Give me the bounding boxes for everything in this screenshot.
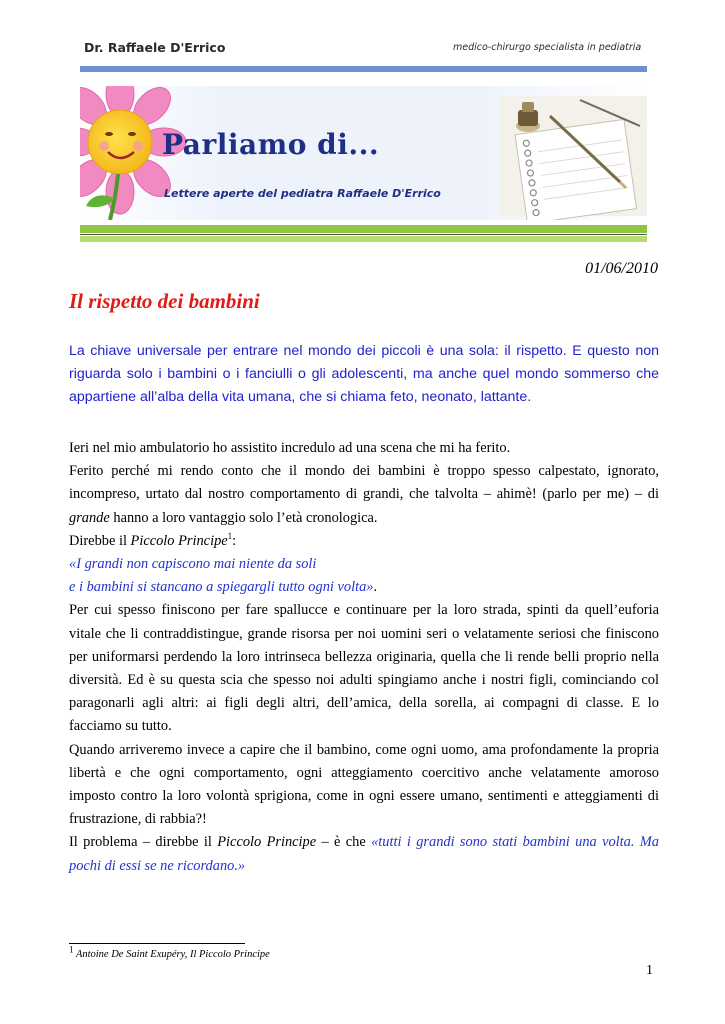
paragraph-line: imposto contro la loro volontà sprigiona, come in ogni essere umano, sentimenti e atteggiamenti di <box>69 788 659 805</box>
paragraph-line <box>69 507 659 530</box>
text-run: Il problema – direbbe il <box>69 834 218 851</box>
text-run: – è che <box>316 834 372 851</box>
paragraph-line: libertà e che ogni comportamento, ogni atteggiamento coercitivo anche velatamente amoroso <box>69 764 659 781</box>
text-run: . <box>373 579 378 596</box>
paragraph-line: frustrazione, di rabbia?! <box>69 811 207 828</box>
notebook-pen-illustration <box>500 96 647 220</box>
banner-green-bar-light <box>80 236 647 242</box>
emphasis: grande <box>69 509 110 526</box>
quote-line: «I grandi non capiscono mai niente da soli <box>69 556 317 573</box>
header-rule <box>80 66 647 72</box>
article-title: Il rispetto dei bambini <box>69 289 260 313</box>
banner-green-bar <box>80 225 647 233</box>
emphasis: Piccolo Principe <box>130 532 228 549</box>
header-author: Dr. Raffaele D'Errico <box>84 40 226 55</box>
paragraph-line: diversità. Ed è su questa scia che spesso noi adulti spingiamo anche i nostri figli, cominciando col <box>69 672 659 689</box>
intro-line: appartiene all’alba della vita umana, che si chiama feto, neonato, lattante. <box>69 389 532 405</box>
paragraph-line: paragonarli agli altri: ai figli degli altri, dell’amica, della sorella, ai compagni di classe. E lo <box>69 695 659 712</box>
page-number: 1 <box>646 963 653 978</box>
banner-title: Parliamo di... <box>162 128 380 161</box>
intro-line: La chiave universale per entrare nel mondo dei piccoli è una sola: il rispetto. E questo non <box>69 343 659 359</box>
text-run: : <box>232 532 237 549</box>
paragraph-line: Ieri nel mio ambulatorio ho assistito incredulo ad una scena che mi ha ferito. <box>69 440 511 456</box>
quote-line: e i bambini si stancano a spiegargli tutto ogni volta» <box>69 579 374 596</box>
text-run: hanno a loro vantaggio solo l’età cronologica. <box>109 509 378 526</box>
footnote-text: Antoine De Saint Exupéry, Il Piccolo Principe <box>75 949 270 960</box>
paragraph-line: per uniformarsi perdendo la loro intrinseca bellezza originaria, quella che li rende belli proprio nella <box>69 648 659 665</box>
paragraph-line: Per cui spesso finiscono per fare spallucce e continuare per la loro strada, spinti da quell’euforia <box>69 602 659 619</box>
paragraph-line: incompreso, urtato dal nostro comportamento di grandi, che talvolta – ahimè! (parlo per me) – di <box>69 486 659 503</box>
paragraph-line: facciamo su tutto. <box>69 718 172 735</box>
footnote-rule <box>69 943 245 944</box>
paragraph-line <box>69 831 659 854</box>
paragraph-line: Quando arriveremo invece a capire che il bambino, come ogni uomo, ama profondamente la propria <box>69 741 659 758</box>
article-body <box>69 437 659 878</box>
footnote-number: 1 <box>69 944 74 955</box>
paragraph-line <box>69 530 659 553</box>
intro-line: riguarda solo i bambini o i fanciulli o gli adolescenti, ma anche quel mondo sommerso che <box>69 366 659 382</box>
paragraph-line: Ferito perché mi rendo conto che il mondo dei bambini è troppo spesso calpestato, ignorato, <box>69 463 659 480</box>
article-intro <box>69 340 659 409</box>
footnote <box>69 944 270 960</box>
emphasis: Piccolo Principe <box>217 834 317 851</box>
paragraph-line: vitale che li contraddistingue, grande risorsa per noi uomini seri o velatamente seriosi che finiscono <box>69 625 659 642</box>
header-specialty: medico-chirurgo specialista in pediatria <box>453 42 642 53</box>
quote-text: «tutti i grandi sono stati bambini una volta. Ma <box>371 834 659 851</box>
text-run: Direbbe il <box>69 532 131 549</box>
banner-subtitle: Lettere aperte del pediatra Raffaele D'Errico <box>164 187 441 200</box>
quote-line: pochi di essi se ne ricordano.» <box>69 857 246 874</box>
banner-divider-line <box>80 234 647 235</box>
footnote-ref[interactable]: 1 <box>227 531 233 542</box>
quote-line-wrapper <box>69 576 659 599</box>
article-date: 01/06/2010 <box>585 260 658 277</box>
